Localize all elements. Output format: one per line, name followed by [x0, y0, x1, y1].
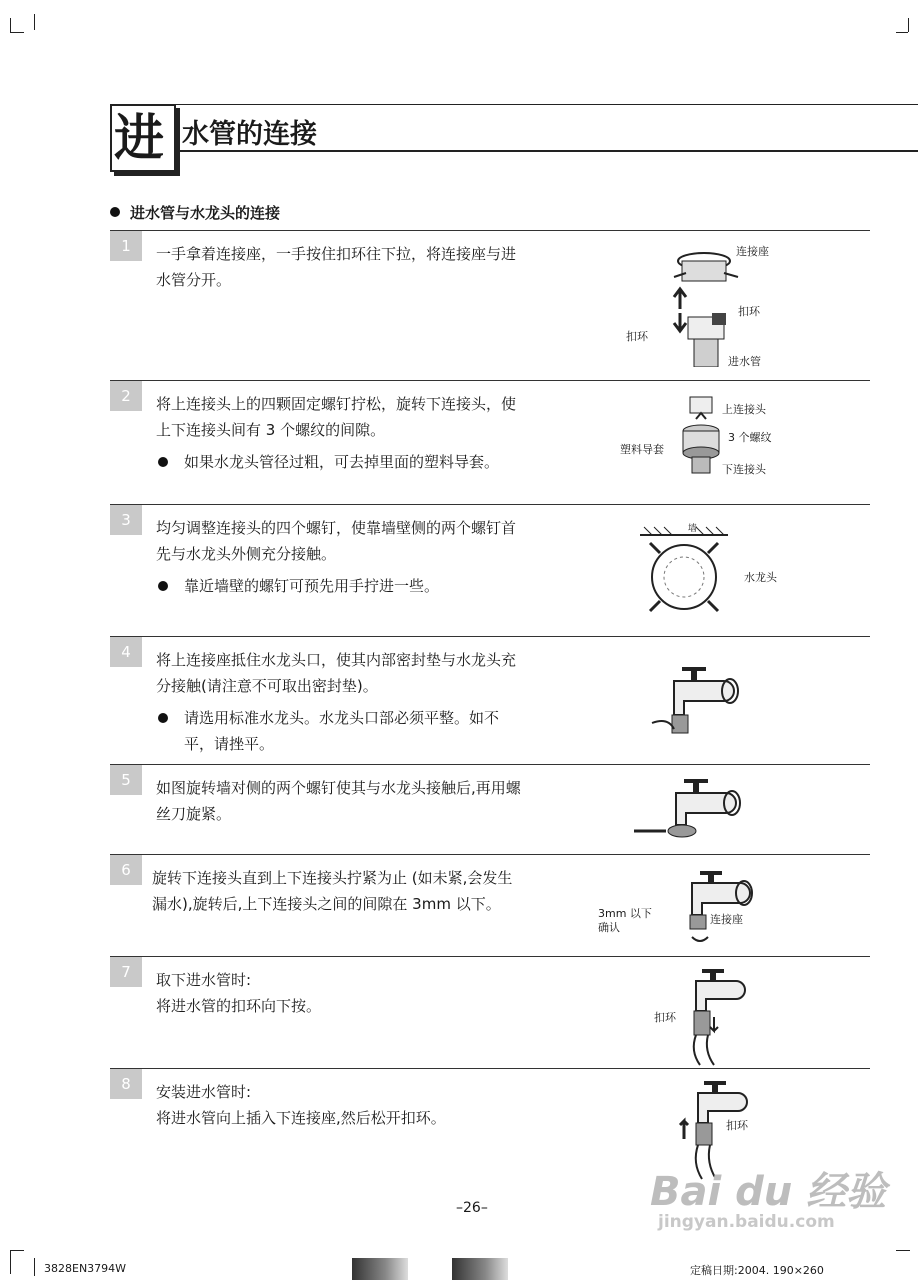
step-text: 安装进水管时: 将进水管向上插入下连接座,然后松开扣环。: [156, 1083, 446, 1127]
step-number: 1: [110, 231, 142, 261]
registration-bar-2: [452, 1258, 508, 1280]
step-1: [110, 230, 870, 381]
remove-hose-diagram: [680, 965, 750, 1067]
label-clamp-ring: 扣环: [738, 305, 760, 318]
label-upper-joint: 上连接头: [722, 403, 766, 416]
label-under-3mm: 3mm 以下: [598, 907, 652, 920]
label-inlet-hose: 进水管: [728, 355, 761, 368]
step-number: 8: [110, 1069, 142, 1099]
step-5: [110, 764, 870, 855]
step-text: 将上连接头上的四颗固定螺钉拧松，旋转下连接头，使上下连接头间有 3 个螺纹的间隙。 如果水龙头管径过粗，可去掉里面的塑料导套。: [156, 391, 526, 475]
label-confirm: 确认: [598, 921, 620, 934]
step-number: 5: [110, 765, 142, 795]
bullet-icon: [158, 457, 168, 467]
step-number: 3: [110, 505, 142, 535]
step-4: [110, 636, 870, 765]
label-wall: 墙: [688, 524, 698, 534]
step-number: 6: [110, 855, 142, 885]
bullet-icon: [158, 713, 168, 723]
step-2: [110, 380, 870, 505]
footer-date-size: 定稿日期:2004. 190×260: [690, 1264, 824, 1277]
title-big-char: 进: [114, 109, 164, 167]
faucet-top-view-diagram: [640, 519, 740, 625]
step-text: 旋转下连接头直到上下连接头拧紧为止 (如未紧,会发生漏水),旋转后,上下连接头之间的间隙在 3mm 以下。: [152, 869, 513, 913]
footer-doc-code: 3828EN3794W: [44, 1262, 127, 1275]
label-clamp-ring-7: 扣环: [654, 1011, 676, 1024]
label-three-threads: 3 个螺纹: [728, 431, 772, 444]
step-6: [110, 854, 870, 957]
label-lower-joint: 下连接头: [722, 463, 766, 476]
bullet-icon: [158, 581, 168, 591]
label-coupler-seat: 连接座: [736, 245, 769, 258]
step-note: 靠近墙壁的螺钉可预先用手拧进一些。: [156, 573, 526, 599]
label-clamp-ring-left: 扣环: [626, 330, 648, 343]
faucet-screwdriver-diagram: [630, 775, 744, 845]
step-number: 2: [110, 381, 142, 411]
bullet-icon: [110, 207, 120, 217]
label-plastic-sleeve: 塑料导套: [620, 443, 664, 456]
label-faucet: 水龙头: [744, 571, 777, 584]
label-coupler-seat-6: 连接座: [710, 913, 743, 926]
title-underline: [176, 150, 918, 152]
section-heading: 进水管与水龙头的连接: [110, 202, 280, 223]
registration-bar-1: [352, 1258, 408, 1280]
page-number: –26–: [456, 1200, 488, 1216]
watermark-logo: Bai du 经验: [650, 1169, 887, 1215]
step-note: 如果水龙头管径过粗，可去掉里面的塑料导套。: [156, 449, 526, 475]
step-text: 均匀调整连接头的四个螺钉，使靠墙壁侧的两个螺钉首先与水龙头外侧充分接触。 靠近墙壁的螺钉可预先用手拧进一些。: [156, 515, 526, 599]
faucet-diagram-4: [650, 661, 742, 741]
step-note: 请选用标准水龙头。水龙头口部必须平整。如不平，请挫平。: [156, 705, 526, 757]
step-text: 一手拿着连接座，一手按住扣环往下拉，将连接座与进水管分开。: [156, 245, 517, 289]
step-3: [110, 504, 870, 637]
watermark-url: jingyan.baidu.com: [658, 1212, 835, 1232]
page-title: 水管的连接: [182, 119, 317, 150]
title-top-rule: [176, 104, 918, 105]
step-number: 4: [110, 637, 142, 667]
step-7: [110, 956, 870, 1069]
step-text: 如图旋转墙对侧的两个螺钉使其与水龙头接触后,再用螺丝刀旋紧。: [156, 779, 521, 823]
label-clamp-ring-8: 扣环: [726, 1119, 748, 1132]
step-number: 7: [110, 957, 142, 987]
faucet-gap-diagram: [670, 867, 754, 947]
step-text: 取下进水管时: 将进水管的扣环向下按。: [156, 971, 322, 1015]
step-text: 将上连接座抵住水龙头口，使其内部密封垫与水龙头充分接触(请注意不可取出密封垫)。 请选用标准水龙头。水龙头口部必须平整。如不平，请挫平。: [156, 647, 526, 757]
